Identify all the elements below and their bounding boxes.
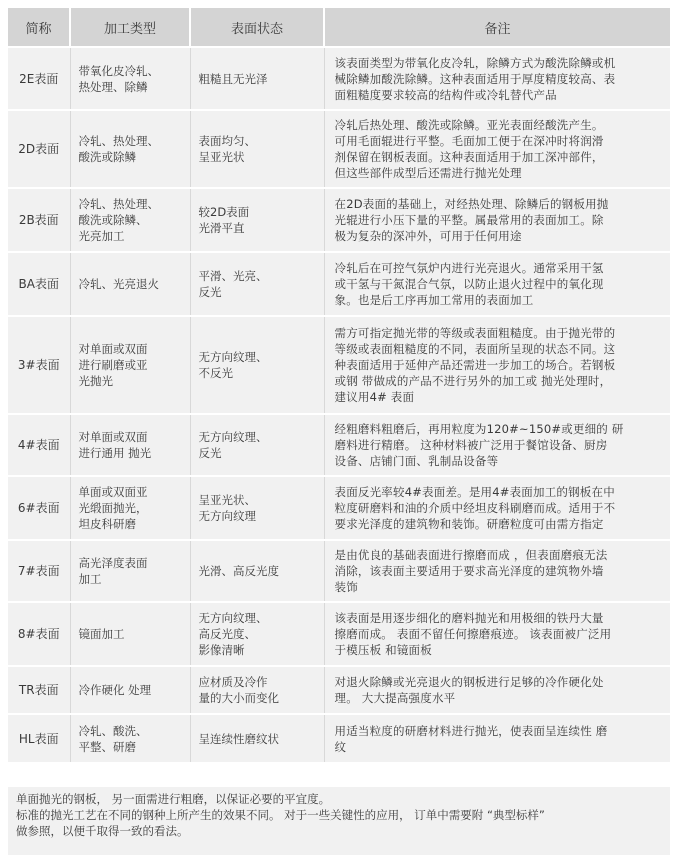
process-type-cell bbox=[70, 602, 190, 666]
surface-state-cell bbox=[190, 414, 324, 476]
process-type-cell-line: 对单面或双面 bbox=[78, 430, 148, 444]
table-body bbox=[8, 47, 670, 762]
remark-cell-line: 建议用4# 表面 bbox=[334, 390, 415, 404]
remark-cell bbox=[324, 602, 670, 666]
surface-state-cell-line: 表面均匀、 bbox=[198, 134, 256, 148]
remark-cell-line: 是由优良的基础表面进行擦磨而成 ，但表面磨痕无法 bbox=[334, 548, 608, 562]
surface-state-cell bbox=[190, 252, 324, 316]
remark-cell-line: 纹 bbox=[334, 739, 347, 754]
remark-cell-line: 但这些部件成型后还需进行抛光处理 bbox=[334, 166, 522, 180]
remark-cell-line: 极为复杂的深冲外，可用于任何用途 bbox=[334, 229, 522, 243]
remark-cell-line: 该表面是用逐步细化的磨料抛光和用极细的铁丹大量 bbox=[334, 611, 604, 625]
surface-state-cell-line: 反光 bbox=[198, 285, 222, 299]
finish-name-cell: 2D表面 bbox=[8, 110, 70, 188]
remark-cell-line: 要求光泽度的建筑物和装饰。研磨粒度可由需方指定 bbox=[334, 517, 604, 531]
surface-state-cell bbox=[190, 188, 324, 252]
remark-cell-line: 冷轧后在可控气氛炉内进行光亮退火。通常采用干氢 bbox=[334, 261, 604, 275]
remark-cell-line: 冷轧后热处理、酸洗或除鳞。亚光表面经酸洗产生。 bbox=[334, 118, 604, 132]
process-type-cell bbox=[70, 476, 190, 540]
table-row bbox=[8, 666, 670, 714]
process-type-cell-line: 高光泽度表面 bbox=[78, 556, 148, 570]
remark-cell bbox=[324, 316, 670, 414]
table-row bbox=[8, 714, 670, 762]
remark-cell-line: 用适当粒度的研磨材料进行抛光，使表面呈连续性 磨 bbox=[334, 723, 608, 738]
surface-state-cell-line: 反光 bbox=[198, 446, 222, 460]
remark-cell-line: 剂保留在钢板表面。这种表面适用于加工深冲部件， bbox=[334, 150, 604, 164]
process-type-cell-line: 光抛光 bbox=[78, 374, 113, 388]
surface-state-cell bbox=[190, 602, 324, 666]
footnote-line: 做参照，以便千取得一致的看法。 bbox=[16, 824, 189, 838]
table-row bbox=[8, 540, 670, 602]
process-type-cell-line: 光亮加工 bbox=[78, 229, 125, 243]
surface-state-cell-line: 无方向纹理 bbox=[198, 509, 256, 523]
table-row bbox=[8, 414, 670, 476]
surface-state-cell bbox=[190, 666, 324, 714]
process-type-cell-line: 进行通用 抛光 bbox=[78, 446, 152, 460]
footnote bbox=[8, 787, 670, 855]
table-row bbox=[8, 602, 670, 666]
finish-name-cell: 3#表面 bbox=[8, 316, 70, 414]
remark-cell-line: 擦磨而成。 表面不留任何擦磨痕迹。 该表面被广泛用 bbox=[334, 627, 612, 641]
finish-name-cell: 8#表面 bbox=[8, 602, 70, 666]
process-type-cell-line: 单面或双面亚 bbox=[78, 485, 148, 499]
process-type-cell-line: 酸洗或除鳞 bbox=[78, 150, 136, 164]
surface-state-cell-line: 高反光度、 bbox=[198, 627, 256, 641]
remark-cell-line: 经粗磨料粗磨后，再用粒度为120#~150#或更细的 研 bbox=[334, 422, 624, 436]
process-type-cell bbox=[70, 540, 190, 602]
remark-cell-line: 在2D表面的基础上，对经热处理、除鳞后的钢板用抛 bbox=[334, 197, 609, 211]
process-type-cell bbox=[70, 316, 190, 414]
remark-cell-line: 或干氢与干氮混合气氛，以防止退火过程中的氧化现 bbox=[334, 277, 604, 291]
process-type-cell-line: 平整、研磨 bbox=[78, 739, 136, 754]
remark-cell-line: 面粗糙度要求较高的结构件或冷轧替代产品 bbox=[334, 87, 557, 102]
finish-name-cell: 4#表面 bbox=[8, 414, 70, 476]
remark-cell-line: 光辊进行小压下量的平整。属最常用的表面加工。除 bbox=[334, 213, 604, 227]
remark-cell-line: 粒度研磨料和油的介质中经坦皮科刷磨而成。适用于不 bbox=[334, 501, 616, 515]
remark-cell-line: 可用毛面辊进行平整。毛面加工便于在深冲时将润滑 bbox=[334, 134, 604, 148]
finish-name-cell: 6#表面 bbox=[8, 476, 70, 540]
remark-cell-line: 种表面适用于延伸产品还需进一步加工的场合。若钢板 bbox=[334, 358, 616, 372]
remark-cell-line: 该表面类型为带氧化皮冷轧，除鳞方式为酸洗除鳞或机 bbox=[334, 55, 616, 70]
process-type-cell-line: 进行刷磨或亚 bbox=[78, 358, 148, 372]
header-remarks: 备注 bbox=[324, 8, 670, 47]
surface-state-cell-line: 影像清晰 bbox=[198, 643, 245, 657]
footnote-line: 单面抛光的钢板， 另一面需进行粗磨，以保证必要的平宜度。 bbox=[16, 792, 331, 806]
remark-cell bbox=[324, 476, 670, 540]
surface-state-cell-line: 无方向纹理、 bbox=[198, 611, 268, 625]
surface-state-cell-line: 呈亚光状 bbox=[198, 150, 245, 164]
process-type-cell-line: 冷轧、酸洗、 bbox=[78, 723, 148, 738]
process-type-cell-line: 坦皮科研磨 bbox=[78, 517, 136, 531]
surface-state-cell-line: 量的大小而变化 bbox=[198, 691, 279, 705]
remark-cell-line: 表面反光率较4#表面差。是用4#表面加工的钢板在中 bbox=[334, 485, 615, 499]
table-row bbox=[8, 252, 670, 316]
finish-name-cell: TR表面 bbox=[8, 666, 70, 714]
remark-cell-line: 械除鳞加酸洗除鳞。这种表面适用于厚度精度较高、表 bbox=[334, 71, 616, 86]
remark-cell bbox=[324, 47, 670, 110]
remark-cell bbox=[324, 252, 670, 316]
table-row bbox=[8, 110, 670, 188]
remark-cell bbox=[324, 414, 670, 476]
remark-cell-line: 对退火除鳞或光亮退火的钢板进行足够的冷作硬化处 bbox=[334, 675, 604, 689]
header-abbreviation: 简称 bbox=[8, 8, 70, 47]
surface-state-cell bbox=[190, 110, 324, 188]
table-row bbox=[8, 476, 670, 540]
finish-name-cell: 7#表面 bbox=[8, 540, 70, 602]
remark-cell bbox=[324, 188, 670, 252]
process-type-cell bbox=[70, 252, 190, 316]
remark-cell-line: 需方可指定抛光带的等级或表面粗糙度。由于抛光带的 bbox=[334, 326, 616, 340]
process-type-cell bbox=[70, 666, 190, 714]
remark-cell-line: 磨料进行精磨。 这种材料被广泛用于餐馆设备、厨房 bbox=[334, 438, 608, 452]
finish-name-cell: 2B表面 bbox=[8, 188, 70, 252]
process-type-cell bbox=[70, 110, 190, 188]
process-type-cell bbox=[70, 47, 190, 110]
surface-state-cell-line: 不反光 bbox=[198, 366, 233, 380]
remark-cell bbox=[324, 714, 670, 762]
process-type-cell-line: 酸洗或除鳞、 bbox=[78, 213, 148, 227]
header-process-type: 加工类型 bbox=[70, 8, 190, 47]
header-surface-state: 表面状态 bbox=[190, 8, 324, 47]
surface-state-cell-line: 应材质及冷作 bbox=[198, 675, 268, 689]
table-row bbox=[8, 188, 670, 252]
table-header-row bbox=[8, 8, 670, 47]
process-type-cell-line: 热处理、除鳞 bbox=[78, 79, 148, 94]
surface-finish-table-wrapper bbox=[8, 8, 670, 762]
remark-cell-line: 等级或表面粗糙度的不同，表面所呈现的状态不同。这 bbox=[334, 342, 616, 356]
surface-state-cell-line: 无方向纹理、 bbox=[198, 350, 268, 364]
process-type-cell bbox=[70, 188, 190, 252]
process-type-cell-line: 冷轧、热处理、 bbox=[78, 197, 159, 211]
remark-cell-line: 装饰 bbox=[334, 580, 358, 594]
surface-state-cell bbox=[190, 47, 324, 110]
surface-state-cell bbox=[190, 540, 324, 602]
remark-cell-line: 理。 大大提高强度水平 bbox=[334, 691, 456, 705]
surface-state-cell-line: 光滑、高反光度 bbox=[198, 564, 279, 578]
surface-state-cell-line: 无方向纹理、 bbox=[198, 430, 268, 444]
footnote-line: 标准的抛光工艺在不同的钢种上所产生的效果不同。 对于一些关键性的应用， 订单中需要附 “典型标样” bbox=[16, 808, 545, 822]
remark-cell-line: 于模压板 和镜面板 bbox=[334, 643, 432, 657]
process-type-cell-line: 光缎面抛光， bbox=[78, 501, 148, 515]
surface-state-cell bbox=[190, 316, 324, 414]
process-type-cell-line: 冷轧、热处理、 bbox=[78, 134, 159, 148]
surface-state-cell-line: 光滑平直 bbox=[198, 221, 245, 235]
surface-state-cell-line: 粗糙且无光泽 bbox=[198, 71, 268, 86]
remark-cell bbox=[324, 540, 670, 602]
remark-cell bbox=[324, 666, 670, 714]
process-type-cell-line: 带氧化皮冷轧、 bbox=[78, 63, 159, 78]
surface-finish-table bbox=[8, 8, 670, 762]
surface-state-cell-line: 较2D表面 bbox=[198, 205, 250, 219]
process-type-cell-line: 镜面加工 bbox=[78, 627, 125, 641]
finish-name-cell: 2E表面 bbox=[8, 47, 70, 110]
process-type-cell-line: 冷轧、光亮退火 bbox=[78, 277, 159, 291]
process-type-cell-line: 加工 bbox=[78, 572, 102, 586]
surface-state-cell bbox=[190, 714, 324, 762]
table-row bbox=[8, 316, 670, 414]
process-type-cell-line: 冷作硬化 处理 bbox=[78, 683, 152, 697]
surface-state-cell-line: 呈亚光状、 bbox=[198, 493, 256, 507]
remark-cell-line: 消除，该表面主要适用于要求高光泽度的建筑物外墙 bbox=[334, 564, 604, 578]
finish-name-cell: HL表面 bbox=[8, 714, 70, 762]
process-type-cell-line: 对单面或双面 bbox=[78, 342, 148, 356]
remark-cell-line: 象。也是后工序再加工常用的表面加工 bbox=[334, 293, 534, 307]
process-type-cell bbox=[70, 414, 190, 476]
table-row bbox=[8, 47, 670, 110]
remark-cell-line: 设备、店铺门面、乳制品设备等 bbox=[334, 454, 499, 468]
surface-state-cell bbox=[190, 476, 324, 540]
finish-name-cell: BA表面 bbox=[8, 252, 70, 316]
remark-cell-line: 或钢 带做成的产品不进行另外的加工或 抛光处理时， bbox=[334, 374, 612, 388]
surface-state-cell-line: 呈连续性磨纹状 bbox=[198, 731, 279, 746]
process-type-cell bbox=[70, 714, 190, 762]
surface-state-cell-line: 平滑、光亮、 bbox=[198, 269, 268, 283]
remark-cell bbox=[324, 110, 670, 188]
